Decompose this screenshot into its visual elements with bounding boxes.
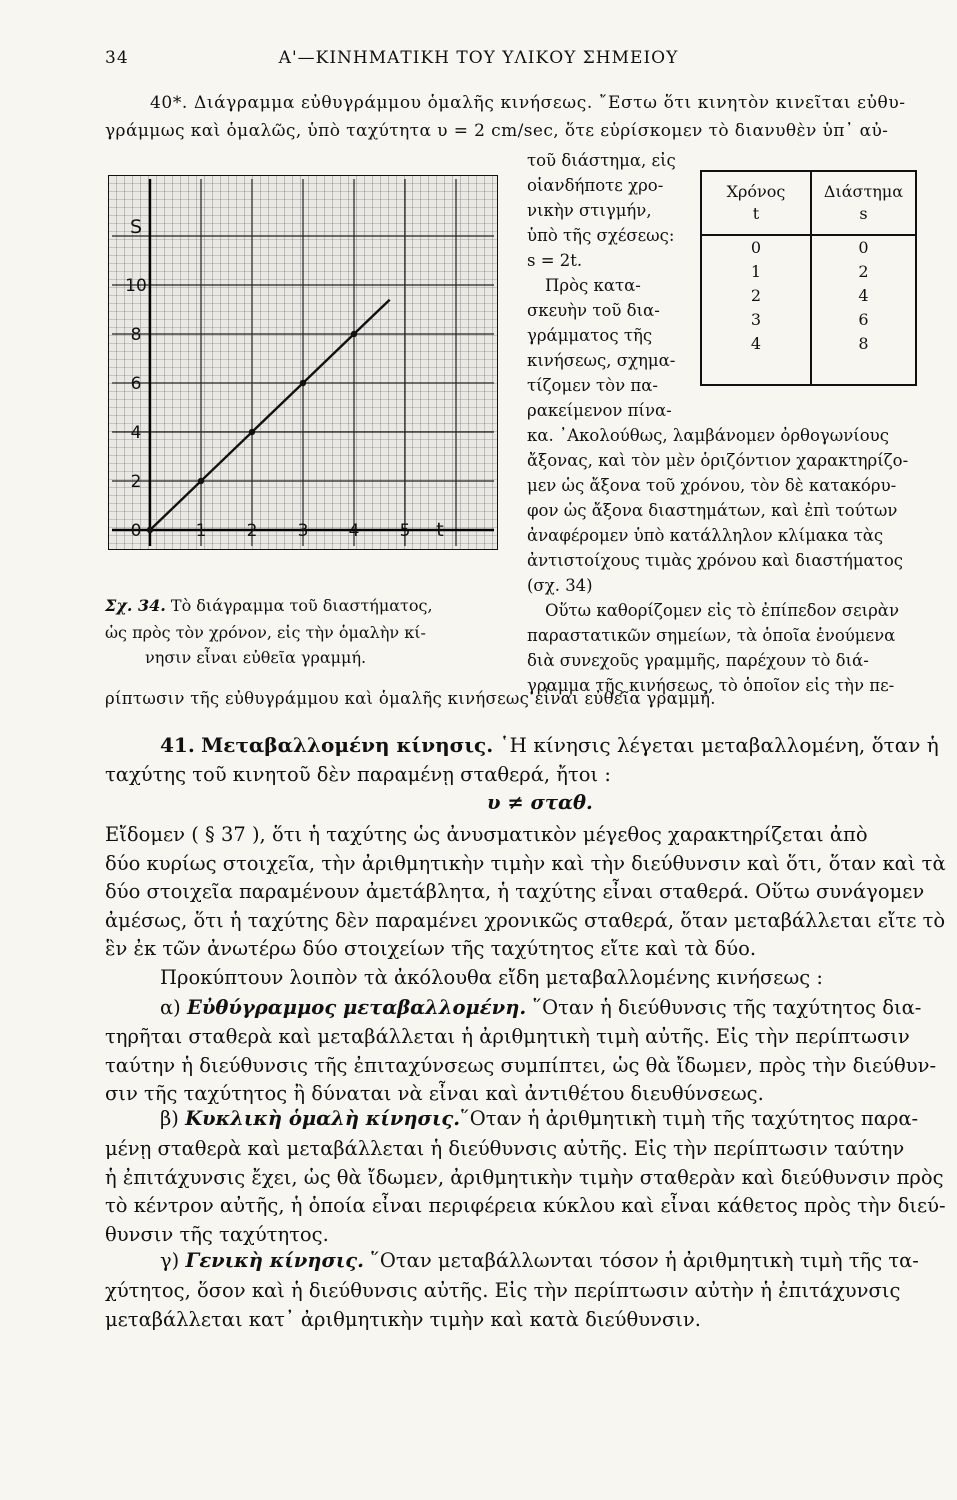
item-a-line: σιν τῆς ταχύτητος ἢ δύναται νὰ εἶναι καὶ ἀντιθέτου διευθύνσεως. xyxy=(105,1082,764,1105)
y-tick-label: 6 xyxy=(130,374,142,394)
item-b-heading: β) Κυκλικὴ ὁμαλὴ κίνησις.῞Οταν ἡ ἀριθμητικὴ τιμὴ τῆς ταχύτητος παρα- xyxy=(160,1107,919,1130)
section-40-right-line: τίζομεν τὸν πα- xyxy=(527,376,658,395)
item-a-line: τηρῆται σταθερὰ καὶ μεταβάλλεται ἡ ἀριθμητικὴ τιμὴ αὐτῆς. Εἰς τὴν περίπτωσιν xyxy=(105,1025,910,1048)
table-cell: 2 xyxy=(750,285,762,305)
section-40-right-line: τοῦ διάστημα, εἰς xyxy=(527,151,676,170)
item-a-line: ταύτην ἡ διεύθυνσις τῆς ἐπιταχύνσεως συμπίπτει, ὡς θὰ ἴδωμεν, πρὸς τὴν διεύθυν- xyxy=(105,1053,937,1077)
figure-caption-line-2: ὡς πρὸς τὸν χρόνον, εἰς τὴν ὁμαλὴν κί- xyxy=(105,623,426,642)
paragraph-velocity-line: δύο κυρίως στοιχεῖα, τὴν ἀριθμητικὴν τιμὴν καὶ τὴν διεύθυνσιν καὶ ὅτι, ὅταν καὶ τὰ xyxy=(105,851,946,875)
section-40-right-line: Πρὸς κατα- xyxy=(545,276,641,295)
section-40-line-2: γράμμως καὶ ὁμαλῶς, ὑπὸ ταχύτητα υ = 2 cm/sec, ὅτε εὑρίσκομεν τὸ διανυθὲν ὑπ᾽ αὐ- xyxy=(105,121,889,141)
section-40-right-line: νικὴν στιγμήν, xyxy=(527,201,652,220)
x-axis-symbol: t xyxy=(436,519,444,541)
section-40-right-line: γράμματος τῆς xyxy=(527,326,653,345)
time-distance-table xyxy=(700,170,917,386)
table-cell: 6 xyxy=(811,307,916,331)
figure-caption-line-3: νησιν εἶναι εὐθεῖα γραμμή. xyxy=(145,648,367,667)
table-header-distance: Διάστημα s xyxy=(811,171,916,235)
section-40-right-line: μεν ὡς ἄξονα τοῦ χρόνου, τὸν δὲ κατακόρυ- xyxy=(527,476,897,495)
section-40-right-line: κα. ᾽Ακολούθως, λαμβάνομεν ὀρθογωνίους xyxy=(527,426,889,445)
data-point xyxy=(351,331,357,337)
section-40-right-line: ἄξονας, καὶ τὸν μὲν ὁριζόντιον χαρακτηρίζο- xyxy=(527,451,909,470)
x-tick-label: 3 xyxy=(297,521,309,541)
distance-time-graph xyxy=(108,175,498,550)
table-cell: 4 xyxy=(811,283,916,307)
paragraph-kinds: Προκύπτουν λοιπὸν τὰ ἀκόλουθα εἴδη μεταβαλλομένης κινήσεως : xyxy=(160,966,823,989)
item-b-line: θυνσιν τῆς ταχύτητος. xyxy=(105,1222,329,1246)
section-41-line-1: 41. Μεταβαλλομένη κίνησις. ῾Η κίνησις λέγεται μεταβαλλομένη, ὅταν ἡ xyxy=(160,733,939,757)
x-tick-label: 2 xyxy=(246,521,258,541)
y-tick-label: 0 xyxy=(130,521,142,541)
section-40-right-line: ρακείμενον πίνα- xyxy=(527,401,672,420)
table-cell: 2 xyxy=(811,259,916,283)
x-tick-label: 1 xyxy=(195,521,207,541)
table-cell: 0 xyxy=(811,235,916,259)
item-c-line: χύτητος, ὅσον καὶ ἡ διεύθυνσις αὐτῆς. Εἰς τὴν περίπτωσιν αὐτὴν ἡ ἐπιτάχυνσις xyxy=(105,1279,901,1302)
paragraph-velocity-line: ἀμέσως, ὅτι ἡ ταχύτης δὲν παραμένει χρονικῶς σταθερά, ὅταν μεταβάλλεται εἴτε τὸ xyxy=(105,908,946,932)
item-b-line: ἡ ἐπιτάχυνσις ἔχει, ὡς θὰ ἴδωμεν, ἀριθμητικὴν τιμὴν σταθερὰν καὶ διεύθυνσιν πρὸς xyxy=(105,1165,944,1189)
section-41-line-2: ταχύτης τοῦ κινητοῦ δὲν παραμένῃ σταθερά, ἤτοι : xyxy=(105,763,611,786)
data-point xyxy=(198,478,204,484)
item-b-line: τὸ κέντρον αὐτῆς, ἡ ὁποία εἶναι περιφέρεια κύκλου καὶ εἶναι κάθετος πρὸς τὴν διεύ- xyxy=(105,1194,946,1217)
section-40-last-line: ρίπτωσιν τῆς εὐθυγράμμου καὶ ὁμαλῆς κινήσεως εἶναι εὐθεῖα γραμμή. xyxy=(105,689,716,708)
item-c-line: μεταβάλλεται κατ᾽ ἀριθμητικὴν τιμὴν καὶ κατὰ διεύθυνσιν. xyxy=(105,1307,701,1331)
table-cell: 4 xyxy=(750,333,762,353)
item-c-heading: γ) Γενικὴ κίνησις. ῞Οταν μεταβάλλωνται τόσον ἡ ἀριθμητικὴ τιμὴ τῆς τα- xyxy=(160,1249,919,1272)
table-cell: 0 xyxy=(750,238,762,257)
section-40-right-line: διὰ συνεχοῦς γραμμῆς, παρέχουν τὸ διά- xyxy=(527,651,869,670)
item-a-heading: α) Εὐθύγραμμος μεταβαλλομένη. ῞Οταν ἡ διεύθυνσις τῆς ταχύτητος δια- xyxy=(160,996,922,1019)
section-40-line-1: 40*. Διάγραμμα εὐθυγράμμου ὁμαλῆς κινήσεως. ῎Εστω ὅτι κινητὸν κινεῖται εὐθυ- xyxy=(150,93,906,113)
section-40-right-line: ὑπὸ τῆς σχέσεως: xyxy=(527,226,675,245)
x-tick-label: 5 xyxy=(399,521,411,541)
table-header-time: Χρόνος t xyxy=(701,171,811,235)
section-40-right-line: κινήσεως, σχημα- xyxy=(527,351,676,370)
section-40-right-line: Οὕτω καθορίζομεν εἰς τὸ ἐπίπεδον σειρὰν xyxy=(545,601,899,620)
item-b-line: μένῃ σταθερὰ καὶ μεταβάλλεται ἡ διεύθυνσις αὐτῆς. Εἰς τὴν περίπτωσιν ταύτην xyxy=(105,1137,905,1160)
section-40-right-line: παραστατικῶν σημείων, τὰ ὁποῖα ἑνούμενα xyxy=(527,626,896,645)
section-40-right-line: γραμμα τῆς κινήσεως, τὸ ὁποῖον εἰς τὴν πε- xyxy=(527,676,895,695)
section-40-right-line: s = 2t. xyxy=(527,251,583,270)
paragraph-velocity-line: δύο στοιχεῖα παραμένουν ἀμετάβλητα, ἡ ταχύτης εἶναι σταθερά. Οὕτω συνάγομεν xyxy=(105,880,925,903)
formula: υ ≠ σταθ. xyxy=(487,791,593,814)
table-cell: 1 xyxy=(750,261,762,281)
paragraph-velocity-line: ἓν ἐκ τῶν ἀνωτέρω δύο στοιχείων τῆς ταχύτητος εἴτε καὶ τὰ δύο. xyxy=(105,937,757,960)
paragraph-velocity-line: Εἴδομεν ( § 37 ), ὅτι ἡ ταχύτης ὡς ἀνυσματικὸν μέγεθος χαρακτηρίζεται ἀπὸ xyxy=(105,823,868,846)
data-point xyxy=(300,380,306,386)
y-axis-symbol: S xyxy=(129,216,143,238)
section-40-right-line: οἱανδήποτε χρο- xyxy=(527,176,664,195)
page-number: 34 xyxy=(105,48,129,68)
x-tick-label: 4 xyxy=(348,521,360,541)
data-point xyxy=(147,527,153,533)
section-40-right-line: ἀντιστοίχους τιμὰς χρόνου καὶ διαστήματος xyxy=(527,551,903,570)
table-cell: 3 xyxy=(750,309,762,329)
section-40-right-line: (σχ. 34) xyxy=(527,576,593,595)
y-tick-label: 10 xyxy=(125,276,147,296)
y-tick-label: 4 xyxy=(130,423,142,443)
figure-caption-line-1: Σχ. 34. Τὸ διάγραμμα τοῦ διαστήματος, xyxy=(105,596,433,615)
y-tick-label: 8 xyxy=(130,325,142,345)
section-40-right-line: ἀναφέρομεν ὑπὸ κατάλληλον κλίμακα τὰς xyxy=(527,526,884,545)
table-cell: 8 xyxy=(811,331,916,355)
section-40-right-line: σκευὴν τοῦ δια- xyxy=(527,301,660,320)
y-tick-label: 2 xyxy=(130,472,142,492)
running-title: Α'—ΚΙΝΗΜΑΤΙΚΗ ΤΟΥ ΥΛΙΚΟΥ ΣΗΜΕΙΟΥ xyxy=(278,48,679,68)
section-40-right-line: φον ὡς ἄξονα διαστημάτων, καὶ ἐπὶ τούτων xyxy=(527,501,898,520)
data-point xyxy=(249,429,255,435)
